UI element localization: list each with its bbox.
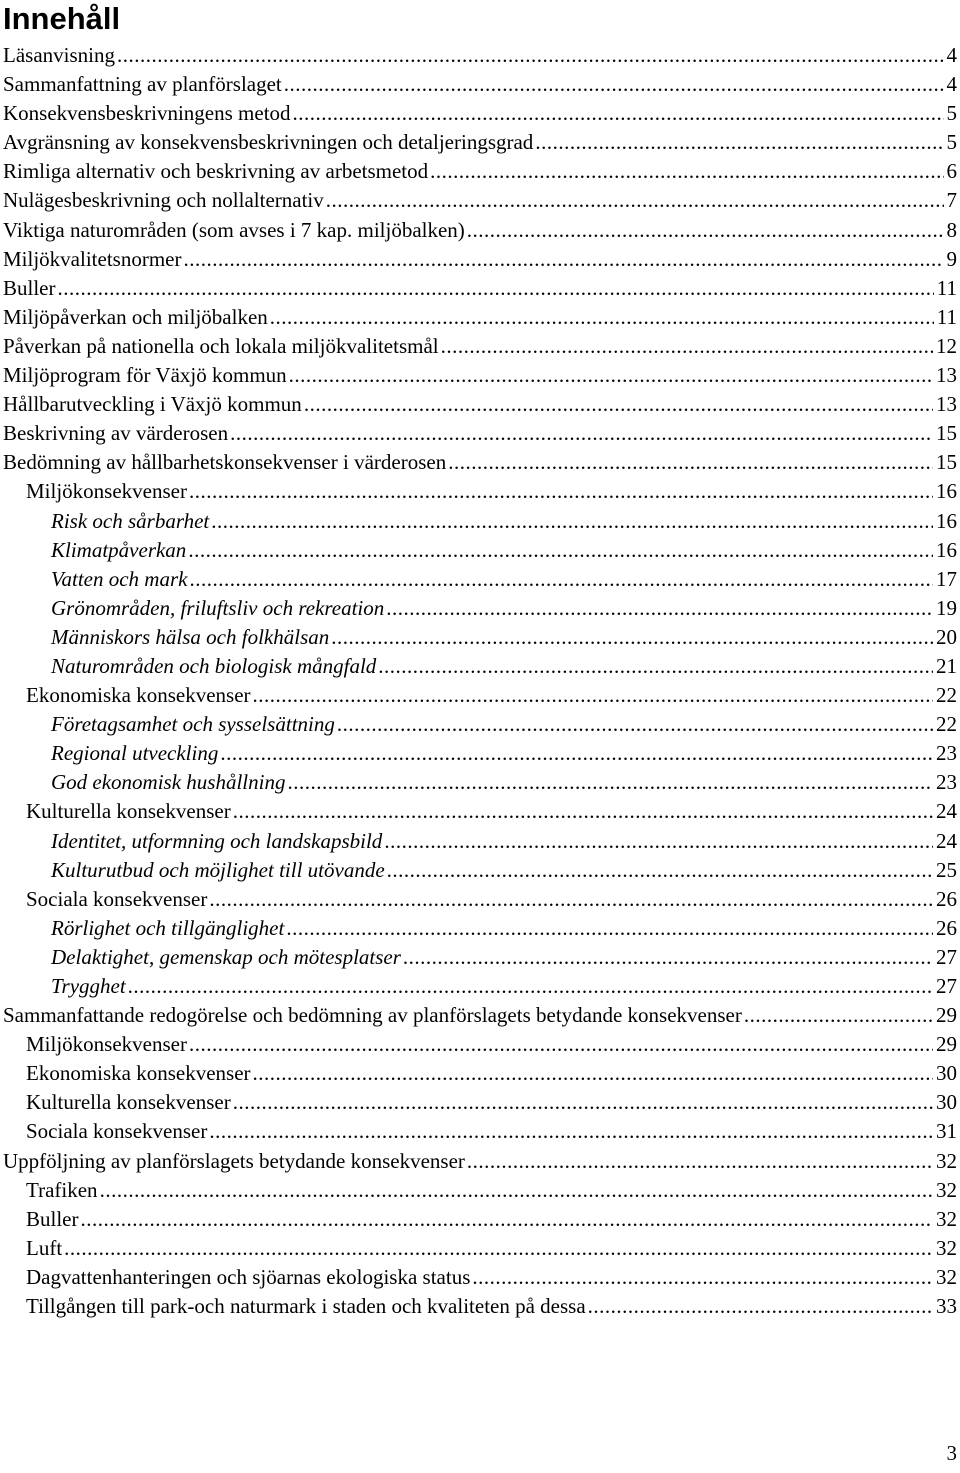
toc-entry-page-number: 24 bbox=[933, 827, 957, 856]
toc-entry-title: Sammanfattning av planförslaget bbox=[3, 70, 284, 99]
dot-leader bbox=[331, 623, 933, 652]
toc-entry-page-number: 22 bbox=[933, 681, 957, 710]
toc-entry-page-number: 25 bbox=[933, 856, 957, 885]
toc-entry[interactable] bbox=[0, 681, 960, 710]
toc-entry-line bbox=[26, 477, 957, 506]
toc-entry-page-number: 24 bbox=[933, 797, 957, 826]
toc-entry-page-number: 21 bbox=[933, 652, 957, 681]
toc-entry-title: Kulturutbud och möjlighet till utövande bbox=[51, 856, 387, 885]
toc-entry[interactable] bbox=[0, 827, 960, 856]
toc-entry[interactable] bbox=[0, 507, 960, 536]
dot-leader bbox=[378, 652, 933, 681]
toc-entry-page-number: 6 bbox=[944, 157, 958, 186]
toc-entry-title: Avgränsning av konsekvensbeskrivningen och detaljeringsgrad bbox=[3, 128, 535, 157]
toc-entry-page-number: 29 bbox=[933, 1030, 957, 1059]
toc-entry-page-number: 31 bbox=[933, 1117, 957, 1146]
toc-entry-line bbox=[3, 70, 957, 99]
toc-entry-title: Klimatpåverkan bbox=[51, 536, 188, 565]
toc-entry[interactable] bbox=[0, 710, 960, 739]
toc-entry[interactable] bbox=[0, 1030, 960, 1059]
dot-leader bbox=[183, 245, 943, 274]
dot-leader bbox=[448, 448, 933, 477]
toc-entry-page-number: 30 bbox=[933, 1059, 957, 1088]
toc-entry-page-number: 15 bbox=[933, 419, 957, 448]
toc-entry-line bbox=[3, 128, 957, 157]
toc-entry-page-number: 32 bbox=[933, 1234, 957, 1263]
toc-entry-title: Delaktighet, gemenskap och mötesplatser bbox=[51, 943, 403, 972]
dot-leader bbox=[220, 739, 933, 768]
toc-entry[interactable] bbox=[0, 1001, 960, 1030]
toc-entry[interactable] bbox=[0, 1147, 960, 1176]
toc-entry-line bbox=[26, 1117, 957, 1146]
toc-entry-line bbox=[26, 1234, 957, 1263]
toc-entry[interactable] bbox=[0, 536, 960, 565]
toc-entry[interactable] bbox=[0, 390, 960, 419]
toc-entry-page-number: 32 bbox=[933, 1263, 957, 1292]
toc-entry-title: Sammanfattande redogörelse och bedömning av planförslagets betydande konsekvenser bbox=[3, 1001, 744, 1030]
toc-entry[interactable] bbox=[0, 1088, 960, 1117]
dot-leader bbox=[270, 303, 934, 332]
toc-entry-page-number: 27 bbox=[933, 972, 957, 1001]
toc-entry-title: Företagsamhet och sysselsättning bbox=[51, 710, 337, 739]
toc-entry[interactable] bbox=[0, 41, 960, 70]
toc-entry-title: Trafiken bbox=[26, 1176, 100, 1205]
dot-leader bbox=[233, 797, 933, 826]
toc-entry-line bbox=[26, 885, 957, 914]
dot-leader bbox=[403, 943, 933, 972]
toc-entry-title: Människors hälsa och folkhälsan bbox=[51, 623, 331, 652]
dot-leader bbox=[233, 1088, 933, 1117]
toc-entry-line bbox=[26, 1088, 957, 1117]
toc-entry[interactable] bbox=[0, 419, 960, 448]
toc-entry-page-number: 15 bbox=[933, 448, 957, 477]
toc-entry-title: Grönområden, friluftsliv och rekreation bbox=[51, 594, 386, 623]
toc-entry[interactable] bbox=[0, 157, 960, 186]
toc-entry[interactable] bbox=[0, 1059, 960, 1088]
dot-leader bbox=[472, 1263, 933, 1292]
dot-leader bbox=[253, 1059, 933, 1088]
toc-entry-line bbox=[51, 652, 957, 681]
toc-entry[interactable] bbox=[0, 565, 960, 594]
toc-entry-line bbox=[51, 710, 957, 739]
toc-entry-title: Naturområden och biologisk mångfald bbox=[51, 652, 378, 681]
dot-leader bbox=[467, 1147, 933, 1176]
dot-leader bbox=[64, 1234, 933, 1263]
dot-leader bbox=[337, 710, 933, 739]
toc-entry-title: Viktiga naturområden (som avses i 7 kap. miljöbalken) bbox=[3, 216, 467, 245]
toc-entry-line bbox=[51, 739, 957, 768]
toc-entry-title: Beskrivning av värderosen bbox=[3, 419, 230, 448]
toc-entry-page-number: 4 bbox=[944, 70, 958, 99]
toc-entry-line bbox=[51, 914, 957, 943]
toc-entry-title: Miljöpåverkan och miljöbalken bbox=[3, 303, 270, 332]
toc-entry-line bbox=[26, 1292, 957, 1321]
toc-entry-page-number: 20 bbox=[933, 623, 957, 652]
dot-leader bbox=[286, 914, 933, 943]
toc-entry[interactable] bbox=[0, 1263, 960, 1292]
toc-entry-line bbox=[26, 797, 957, 826]
toc-entry-page-number: 11 bbox=[934, 303, 957, 332]
table-of-contents bbox=[0, 41, 960, 1321]
toc-entry[interactable] bbox=[0, 652, 960, 681]
toc-entry-line bbox=[3, 332, 957, 361]
dot-leader bbox=[284, 70, 944, 99]
toc-entry-title: Luft bbox=[26, 1234, 64, 1263]
toc-entry-title: Nulägesbeskrivning och nollalternativ bbox=[3, 186, 326, 215]
toc-entry-page-number: 16 bbox=[933, 477, 957, 506]
toc-entry[interactable] bbox=[0, 739, 960, 768]
toc-entry-title: Risk och sårbarhet bbox=[51, 507, 211, 536]
toc-entry-page-number: 13 bbox=[933, 390, 957, 419]
toc-entry[interactable] bbox=[0, 856, 960, 885]
toc-entry-title: Hållbarutveckling i Växjö kommun bbox=[3, 390, 304, 419]
dot-leader bbox=[467, 216, 944, 245]
toc-entry-line bbox=[3, 448, 957, 477]
toc-entry-title: Konsekvensbeskrivningens metod bbox=[3, 99, 293, 128]
toc-entry[interactable] bbox=[0, 623, 960, 652]
dot-leader bbox=[744, 1001, 933, 1030]
page-title: Innehåll bbox=[3, 1, 121, 36]
toc-entry[interactable] bbox=[0, 216, 960, 245]
toc-entry-page-number: 23 bbox=[933, 739, 957, 768]
dot-leader bbox=[188, 536, 933, 565]
toc-entry[interactable] bbox=[0, 914, 960, 943]
toc-entry-page-number: 32 bbox=[933, 1176, 957, 1205]
toc-entry-line bbox=[51, 594, 957, 623]
toc-entry-title: Rörlighet och tillgänglighet bbox=[51, 914, 286, 943]
dot-leader bbox=[287, 768, 933, 797]
toc-entry-title: Miljöprogram för Växjö kommun bbox=[3, 361, 289, 390]
toc-entry-title: Tillgången till park-och naturmark i staden och kvaliteten på dessa bbox=[26, 1292, 588, 1321]
toc-entry-page-number: 17 bbox=[933, 565, 957, 594]
dot-leader bbox=[230, 419, 933, 448]
toc-entry-title: Buller bbox=[26, 1205, 81, 1234]
dot-leader bbox=[253, 681, 933, 710]
toc-entry-page-number: 26 bbox=[933, 885, 957, 914]
toc-entry-line bbox=[3, 1001, 957, 1030]
toc-entry-line bbox=[26, 1263, 957, 1292]
toc-entry-title: Påverkan på nationella och lokala miljökvalitetsmål bbox=[3, 332, 441, 361]
toc-entry-title: Sociala konsekvenser bbox=[26, 885, 209, 914]
toc-entry[interactable] bbox=[0, 594, 960, 623]
toc-entry-page-number: 5 bbox=[944, 128, 958, 157]
toc-entry-title: Dagvattenhanteringen och sjöarnas ekologiska status bbox=[26, 1263, 472, 1292]
toc-entry-title: Läsanvisning bbox=[3, 41, 117, 70]
toc-entry-page-number: 16 bbox=[933, 507, 957, 536]
toc-entry-title: Miljökonsekvenser bbox=[26, 477, 189, 506]
dot-leader bbox=[189, 477, 933, 506]
toc-entry-page-number: 29 bbox=[933, 1001, 957, 1030]
toc-entry-line bbox=[3, 41, 957, 70]
toc-entry[interactable] bbox=[0, 128, 960, 157]
toc-entry-title: Regional utveckling bbox=[51, 739, 220, 768]
toc-entry-title: God ekonomisk hushållning bbox=[51, 768, 287, 797]
toc-entry[interactable] bbox=[0, 885, 960, 914]
toc-entry-line bbox=[51, 565, 957, 594]
toc-entry-title: Miljökonsekvenser bbox=[26, 1030, 189, 1059]
toc-entry[interactable] bbox=[0, 303, 960, 332]
toc-entry-title: Trygghet bbox=[51, 972, 128, 1001]
toc-entry-page-number: 22 bbox=[933, 710, 957, 739]
toc-entry-page-number: 9 bbox=[944, 245, 958, 274]
toc-entry[interactable] bbox=[0, 1176, 960, 1205]
toc-entry-line bbox=[51, 943, 957, 972]
dot-leader bbox=[189, 1030, 933, 1059]
toc-entry[interactable] bbox=[0, 797, 960, 826]
toc-entry-line bbox=[26, 681, 957, 710]
toc-entry-page-number: 7 bbox=[944, 186, 958, 215]
toc-entry-line bbox=[51, 972, 957, 1001]
toc-entry-page-number: 8 bbox=[944, 216, 958, 245]
dot-leader bbox=[128, 972, 933, 1001]
dot-leader bbox=[293, 99, 944, 128]
toc-entry-title: Ekonomiska konsekvenser bbox=[26, 1059, 253, 1088]
toc-entry-title: Miljökvalitetsnormer bbox=[3, 245, 183, 274]
dot-leader bbox=[588, 1292, 933, 1321]
dot-leader bbox=[189, 565, 933, 594]
toc-entry-line bbox=[51, 623, 957, 652]
toc-entry-title: Sociala konsekvenser bbox=[26, 1117, 209, 1146]
toc-entry[interactable] bbox=[0, 1234, 960, 1263]
dot-leader bbox=[304, 390, 933, 419]
toc-entry-title: Buller bbox=[3, 274, 58, 303]
toc-entry-line bbox=[26, 1030, 957, 1059]
toc-entry[interactable] bbox=[0, 70, 960, 99]
toc-entry-line bbox=[51, 827, 957, 856]
toc-entry-page-number: 32 bbox=[933, 1147, 957, 1176]
toc-entry[interactable] bbox=[0, 477, 960, 506]
toc-entry-page-number: 5 bbox=[944, 99, 958, 128]
toc-entry[interactable] bbox=[0, 332, 960, 361]
toc-entry[interactable] bbox=[0, 274, 960, 303]
dot-leader bbox=[384, 827, 933, 856]
toc-entry-line bbox=[3, 99, 957, 128]
toc-entry-line bbox=[3, 303, 957, 332]
toc-entry-title: Ekonomiska konsekvenser bbox=[26, 681, 253, 710]
toc-entry-title: Uppföljning av planförslagets betydande konsekvenser bbox=[3, 1147, 467, 1176]
toc-entry-line bbox=[3, 274, 957, 303]
toc-entry-line bbox=[3, 157, 957, 186]
dot-leader bbox=[211, 507, 933, 536]
dot-leader bbox=[117, 41, 944, 70]
dot-leader bbox=[100, 1176, 933, 1205]
toc-entry-page-number: 11 bbox=[934, 274, 957, 303]
toc-entry-page-number: 4 bbox=[944, 41, 958, 70]
toc-entry-page-number: 30 bbox=[933, 1088, 957, 1117]
dot-leader bbox=[58, 274, 934, 303]
toc-entry-line bbox=[3, 216, 957, 245]
toc-entry-line bbox=[51, 507, 957, 536]
toc-entry-line bbox=[3, 1147, 957, 1176]
dot-leader bbox=[209, 885, 933, 914]
toc-entry-line bbox=[51, 536, 957, 565]
toc-entry-line bbox=[26, 1205, 957, 1234]
dot-leader bbox=[430, 157, 943, 186]
dot-leader bbox=[387, 856, 933, 885]
toc-entry-title: Kulturella konsekvenser bbox=[26, 1088, 233, 1117]
toc-entry[interactable] bbox=[0, 186, 960, 215]
toc-entry-line bbox=[3, 361, 957, 390]
toc-entry-page-number: 16 bbox=[933, 536, 957, 565]
toc-entry[interactable] bbox=[0, 361, 960, 390]
toc-entry-title: Vatten och mark bbox=[51, 565, 189, 594]
page-number: 3 bbox=[946, 1441, 957, 1465]
dot-leader bbox=[535, 128, 943, 157]
toc-entry-line bbox=[3, 245, 957, 274]
dot-leader bbox=[209, 1117, 933, 1146]
toc-entry-title: Identitet, utformning och landskapsbild bbox=[51, 827, 384, 856]
toc-entry[interactable] bbox=[0, 99, 960, 128]
toc-entry-page-number: 32 bbox=[933, 1205, 957, 1234]
toc-entry-title: Rimliga alternativ och beskrivning av arbetsmetod bbox=[3, 157, 430, 186]
toc-entry-page-number: 23 bbox=[933, 768, 957, 797]
toc-entry-page-number: 12 bbox=[933, 332, 957, 361]
toc-entry-line bbox=[26, 1176, 957, 1205]
dot-leader bbox=[289, 361, 933, 390]
toc-entry[interactable] bbox=[0, 1205, 960, 1234]
dot-leader bbox=[326, 186, 944, 215]
toc-entry-page-number: 19 bbox=[933, 594, 957, 623]
dot-leader bbox=[81, 1205, 934, 1234]
dot-leader bbox=[386, 594, 933, 623]
toc-entry-title: Kulturella konsekvenser bbox=[26, 797, 233, 826]
toc-entry-line bbox=[51, 768, 957, 797]
toc-entry-line bbox=[3, 419, 957, 448]
toc-entry[interactable] bbox=[0, 448, 960, 477]
toc-entry[interactable] bbox=[0, 1292, 960, 1321]
toc-entry-line bbox=[3, 390, 957, 419]
dot-leader bbox=[441, 332, 933, 361]
toc-entry-page-number: 26 bbox=[933, 914, 957, 943]
toc-entry[interactable] bbox=[0, 1117, 960, 1146]
toc-entry[interactable] bbox=[0, 972, 960, 1001]
toc-entry[interactable] bbox=[0, 768, 960, 797]
toc-entry-line bbox=[3, 186, 957, 215]
toc-entry-page-number: 27 bbox=[933, 943, 957, 972]
toc-entry[interactable] bbox=[0, 943, 960, 972]
toc-entry-line bbox=[26, 1059, 957, 1088]
toc-entry-title: Bedömning av hållbarhetskonsekvenser i värderosen bbox=[3, 448, 448, 477]
toc-entry-page-number: 13 bbox=[933, 361, 957, 390]
toc-entry-page-number: 33 bbox=[933, 1292, 957, 1321]
toc-entry-line bbox=[51, 856, 957, 885]
toc-entry[interactable] bbox=[0, 245, 960, 274]
